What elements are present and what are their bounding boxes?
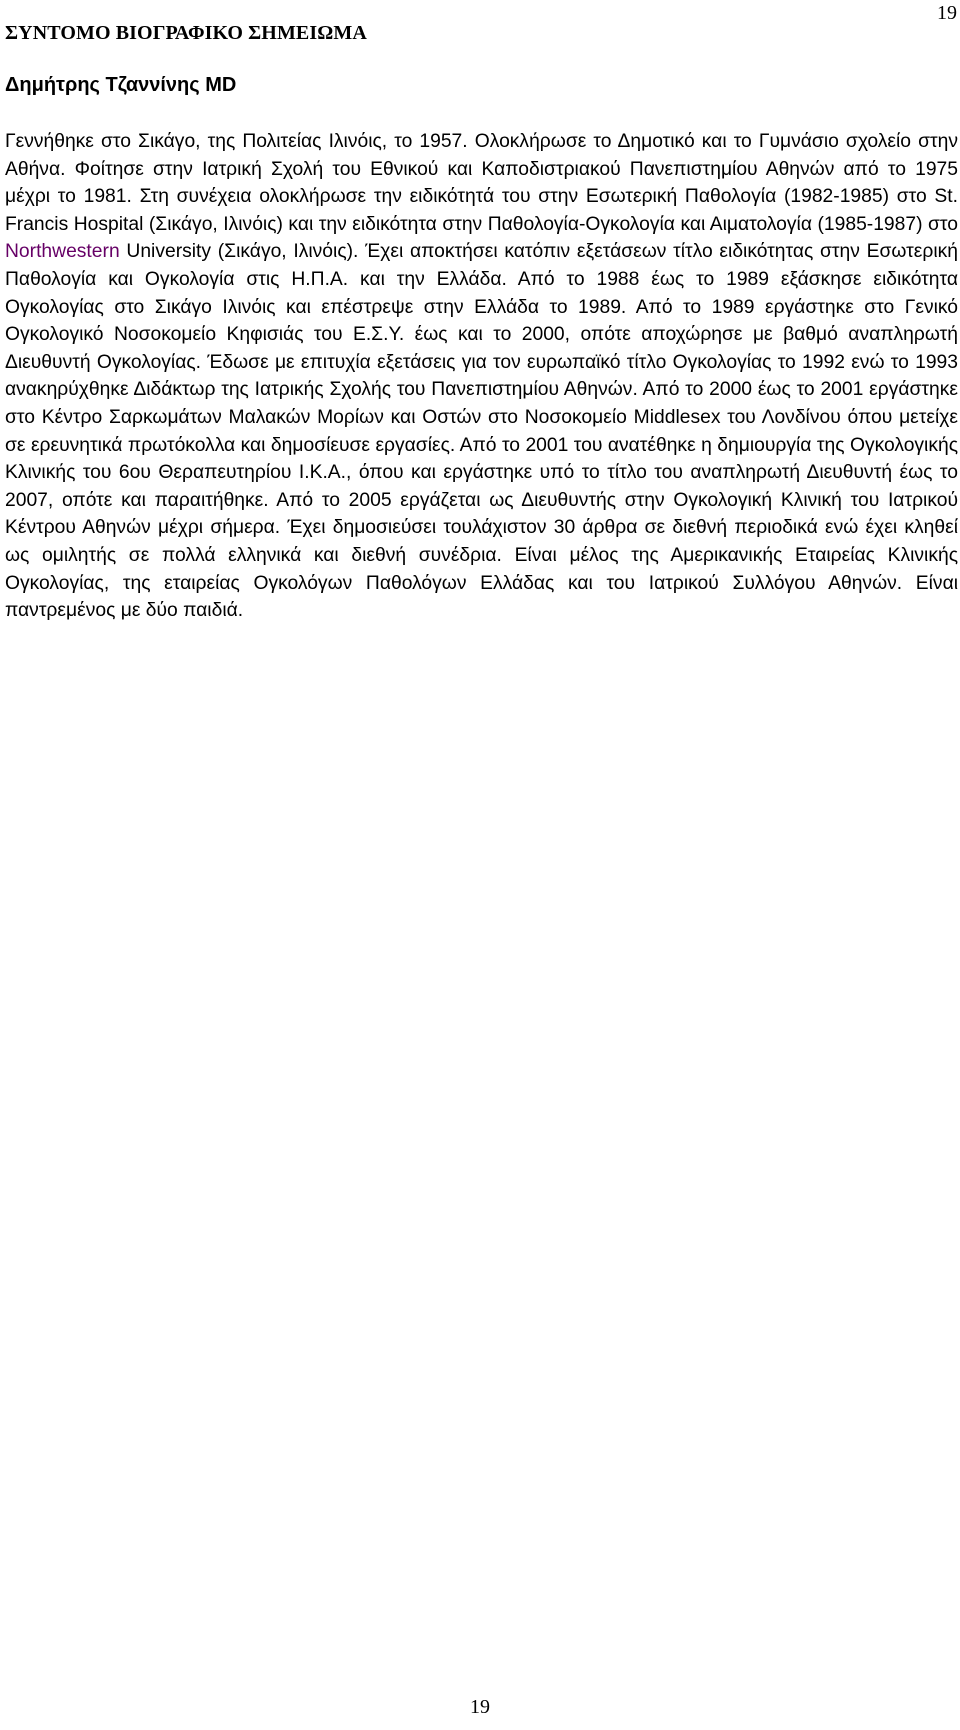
- biography-text-part2: University (Σικάγο, Ιλινόις). Έχει αποκτήσει κατόπιν εξετάσεων τίτλο ειδικότητας στην Εσωτερική Παθολογία και Ογκολογία στις Η.Π.Α. και την Ελλάδα. Από το 1988 έως το 1989 εξάσκησε ειδικότητα Ογκολογίας στο Σικάγο Ιλινόις και επέστρεψε στην Ελλάδα το 1989. Από το 1989 εργάστηκε στο Γενικό Ογκολογικό Νοσοκομείο Κηφισιάς του Ε.Σ.Υ. έως και το 2000, οπότε αποχώρησε με βαθμό αναπληρωτή Διευθυντή Ογκολογίας. Έδωσε με επιτυχία εξετάσεις για τον ευρωπαϊκό τίτλο Ογκολογίας το 1992 ενώ το 1993 ανακηρύχθηκε Διδάκτωρ της Ιατρικής Σχολής του Πανεπιστημίου Αθηνών. Από το 2000 έως το 2001 εργάστηκε στο Κέντρο Σαρκωμάτων Μαλακών Μορίων και Οστών στο Νοσοκομείο Middlesex του Λονδίνου όπου μετείχε σε ερευνητικά πρωτόκολλα και δημοσίευσε εργασίες. Από το 2001 του ανατέθηκε η δημιουργία της Ογκολογικής Κλινικής του 6ου Θεραπευτηρίου Ι.Κ.Α., όπου και εργάστηκε υπό το τίτλο του αναπληρωτή Διευθυντή έως το 2007, οπότε και παραιτήθηκε. Από το 2005 εργάζεται ως Διευθυντής στην Ογκολογική Κλινική του Ιατρικού Κέντρου Αθηνών μέχρι σήμερα. Έχει δημοσιεύσει τουλάχιστον 30 άρθρα σε διεθνή περιοδικά ενώ έχει κληθεί ως ομιλητής σε πολλά ελληνικά και διεθνή συνέδρια. Είναι μέλος της Αμερικανικής Εταιρείας Κλινικής Ογκολογίας, της εταιρείας Ογκολόγων Παθολόγων Ελλάδας και του Ιατρικού Συλλόγου Αθηνών. Είναι παντρεμένος με δύο παιδιά.: [5, 241, 959, 622]
- author-name: Δημήτρης Τζαννίνης MD: [5, 74, 237, 96]
- biography-paragraph: [5, 128, 958, 625]
- northwestern-link[interactable]: Northwestern: [5, 241, 120, 263]
- page-number-top: 19: [937, 2, 957, 24]
- page-number-bottom: 19: [470, 1696, 490, 1718]
- biography-text-part1: Γεννήθηκε στο Σικάγο, της Πολιτείας Ιλινόις, το 1957. Ολοκλήρωσε το Δημοτικό και το Γυμνάσιο σχολείο στην Αθήνα. Φοίτησε στην Ιατρική Σχολή του Εθνικού και Καποδιστριακού Πανεπιστημίου Αθηνών από το 1975 μέχρι το 1981. Στη συνέχεια ολοκλήρωσε την ειδικότητά του στην Εσωτερική Παθολογία (1982-1985) στο St. Francis Hospital (Σικάγο, Ιλινόις) και την ειδικότητα στην Παθολογία-Ογκολογία και Αιματολογία (1985-1987) στο: [5, 131, 958, 235]
- document-title: ΣΥΝΤΟΜΟ ΒΙΟΓΡΑΦΙΚΟ ΣΗΜΕΙΩΜΑ: [5, 22, 367, 44]
